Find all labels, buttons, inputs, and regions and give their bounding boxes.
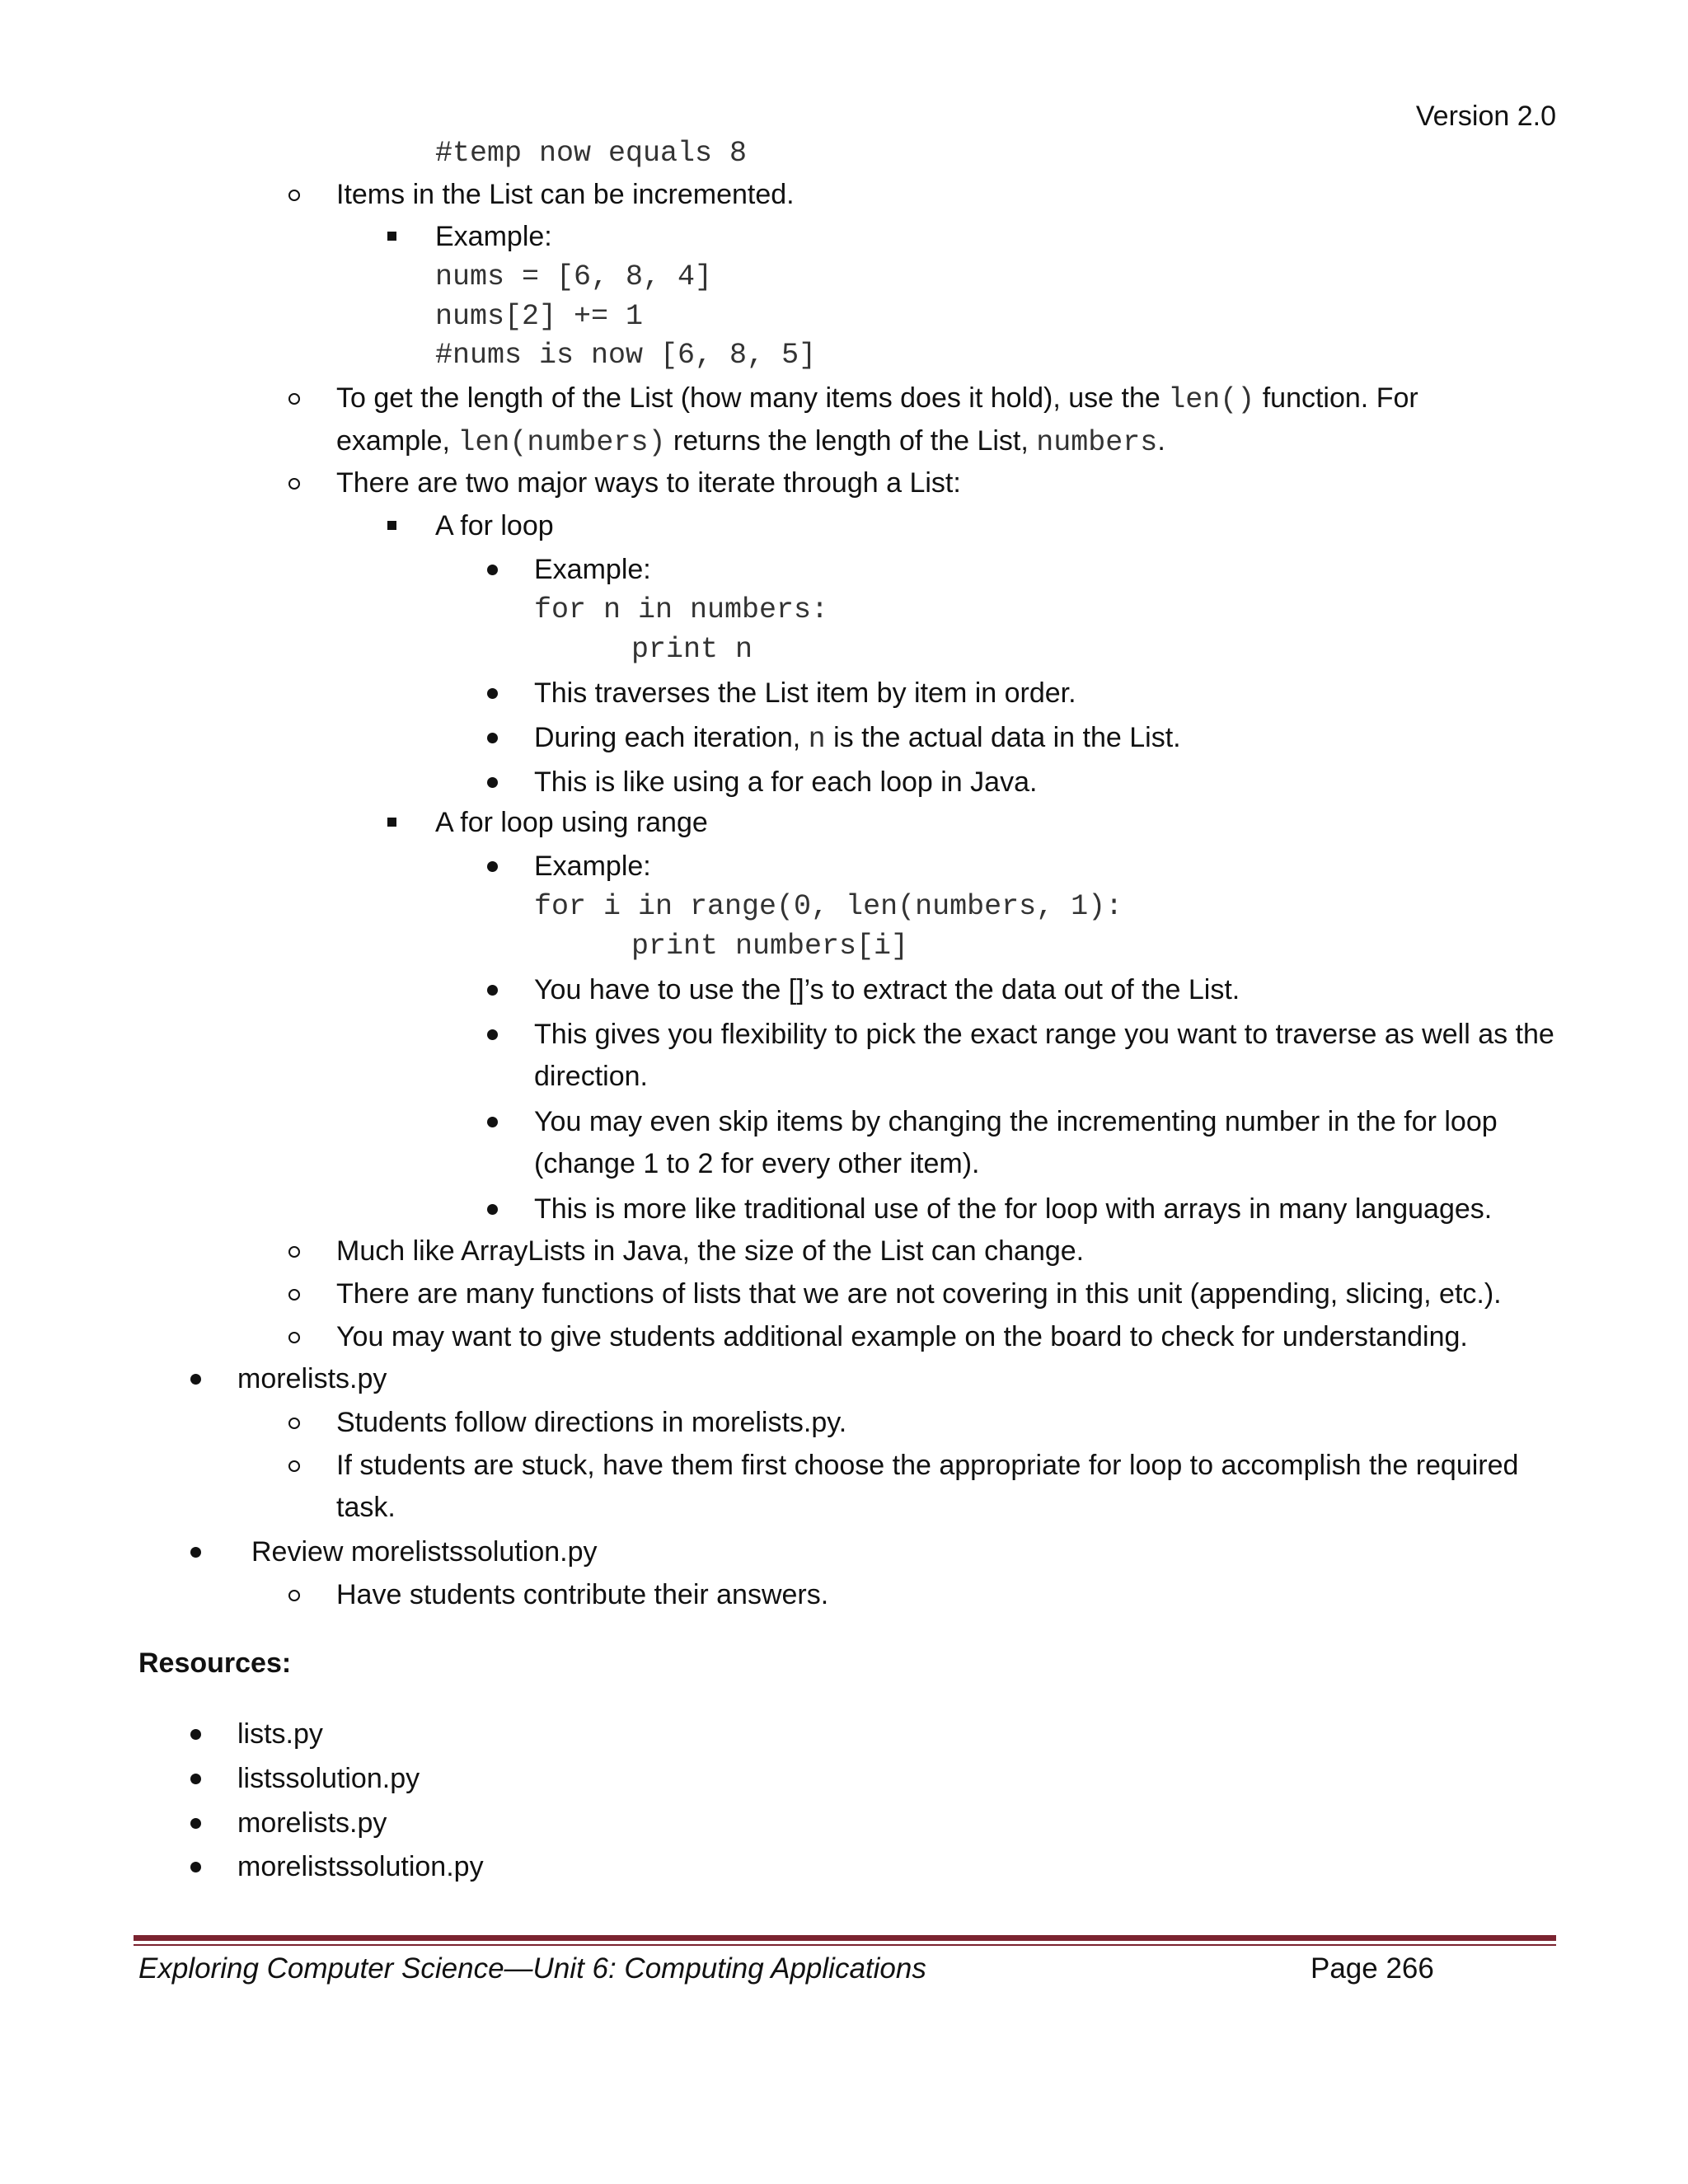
code-line: print n — [631, 633, 753, 666]
list-item-continuation: (change 1 to 2 for every other item). — [534, 1148, 980, 1179]
list-item: To get the length of the List (how many items does it hold), use the len() function. For — [336, 382, 1418, 416]
bullet-icon — [190, 1774, 201, 1784]
list-item: Much like ArrayLists in Java, the size of the List can change. — [336, 1235, 1085, 1267]
bullet-icon — [190, 1818, 201, 1829]
list-item: This is like using a for each loop in Java. — [534, 766, 1038, 798]
list-item: This gives you flexibility to pick the exact range you want to traverse as well as the — [534, 1019, 1554, 1050]
code-line: print numbers[i] — [631, 930, 909, 963]
list-item: Review morelistssolution.py — [251, 1536, 598, 1568]
bullet-icon — [190, 1374, 201, 1385]
bullet-icon — [487, 733, 498, 743]
list-item: You may even skip items by changing the incrementing number in the for loop — [534, 1106, 1498, 1137]
circle-bullet-icon — [288, 1246, 300, 1258]
bullet-icon — [487, 777, 498, 788]
bullet-icon — [487, 1117, 498, 1127]
circle-bullet-icon — [288, 1460, 300, 1472]
resource-item: morelists.py — [237, 1807, 387, 1839]
bullet-icon — [190, 1729, 201, 1740]
list-item: morelists.py — [237, 1363, 387, 1394]
square-bullet-icon — [387, 521, 396, 530]
code-line: nums[2] += 1 — [435, 300, 644, 333]
list-item: If students are stuck, have them first choose the appropriate for loop to accomplish the required — [336, 1450, 1519, 1481]
footer-divider — [134, 1935, 1556, 1941]
list-item: There are two major ways to iterate through a List: — [336, 467, 961, 499]
inline-code: len() — [1168, 383, 1255, 416]
bullet-icon — [487, 688, 498, 699]
list-item-continuation: example, len(numbers) returns the length of the List, numbers. — [336, 425, 1165, 459]
bullet-icon — [487, 1029, 498, 1040]
resource-item: listssolution.py — [237, 1763, 420, 1794]
square-bullet-icon — [387, 818, 396, 827]
circle-bullet-icon — [288, 1590, 300, 1601]
bullet-icon — [487, 1204, 498, 1215]
bullet-icon — [487, 565, 498, 575]
list-item: There are many functions of lists that we are not covering in this unit (appending, slicing, etc.). — [336, 1278, 1502, 1310]
circle-bullet-icon — [288, 190, 300, 201]
list-item: This is more like traditional use of the for loop with arrays in many languages. — [534, 1193, 1493, 1225]
list-item: During each iteration, n is the actual data in the List. — [534, 722, 1181, 756]
list-item: Items in the List can be incremented. — [336, 179, 795, 210]
circle-bullet-icon — [288, 478, 300, 490]
code-line: #nums is now [6, 8, 5] — [435, 339, 817, 372]
bullet-icon — [487, 861, 498, 872]
list-item-continuation: direction. — [534, 1061, 648, 1092]
bullet-icon — [190, 1547, 201, 1558]
footer-title: Exploring Computer Science—Unit 6: Computing Applications — [138, 1952, 926, 1985]
code-line: #temp now equals 8 — [435, 137, 748, 170]
list-item: You may want to give students additional example on the board to check for understanding. — [336, 1321, 1468, 1352]
list-item: Students follow directions in morelists.py. — [336, 1407, 847, 1438]
inline-code: len(numbers) — [457, 426, 666, 459]
section-title: A for loop using range — [435, 807, 708, 838]
bullet-icon — [190, 1862, 201, 1872]
circle-bullet-icon — [288, 393, 300, 405]
code-line: for i in range(0, len(numbers, 1): — [534, 890, 1123, 923]
code-line: nums = [6, 8, 4] — [435, 260, 713, 293]
page-number: Page 266 — [1311, 1952, 1434, 1985]
list-item: You have to use the []’s to extract the data out of the List. — [534, 974, 1240, 1005]
inline-code: numbers — [1036, 426, 1158, 459]
list-item-continuation: task. — [336, 1492, 396, 1523]
code-line: for n in numbers: — [534, 593, 829, 626]
resource-item: morelistssolution.py — [237, 1851, 484, 1882]
version-label: Version 2.0 — [1415, 101, 1556, 132]
example-label: Example: — [534, 851, 651, 882]
resource-item: lists.py — [237, 1718, 323, 1750]
example-label: Example: — [435, 221, 552, 252]
list-item: This traverses the List item by item in order. — [534, 677, 1076, 709]
bullet-icon — [487, 985, 498, 996]
circle-bullet-icon — [288, 1289, 300, 1301]
footer-divider-thin — [134, 1944, 1556, 1946]
inline-code: n — [808, 723, 826, 756]
section-title: A for loop — [435, 510, 554, 541]
circle-bullet-icon — [288, 1418, 300, 1429]
square-bullet-icon — [387, 232, 396, 241]
circle-bullet-icon — [288, 1332, 300, 1343]
list-item: Have students contribute their answers. — [336, 1579, 829, 1610]
resources-heading: Resources: — [138, 1647, 292, 1679]
example-label: Example: — [534, 554, 651, 585]
